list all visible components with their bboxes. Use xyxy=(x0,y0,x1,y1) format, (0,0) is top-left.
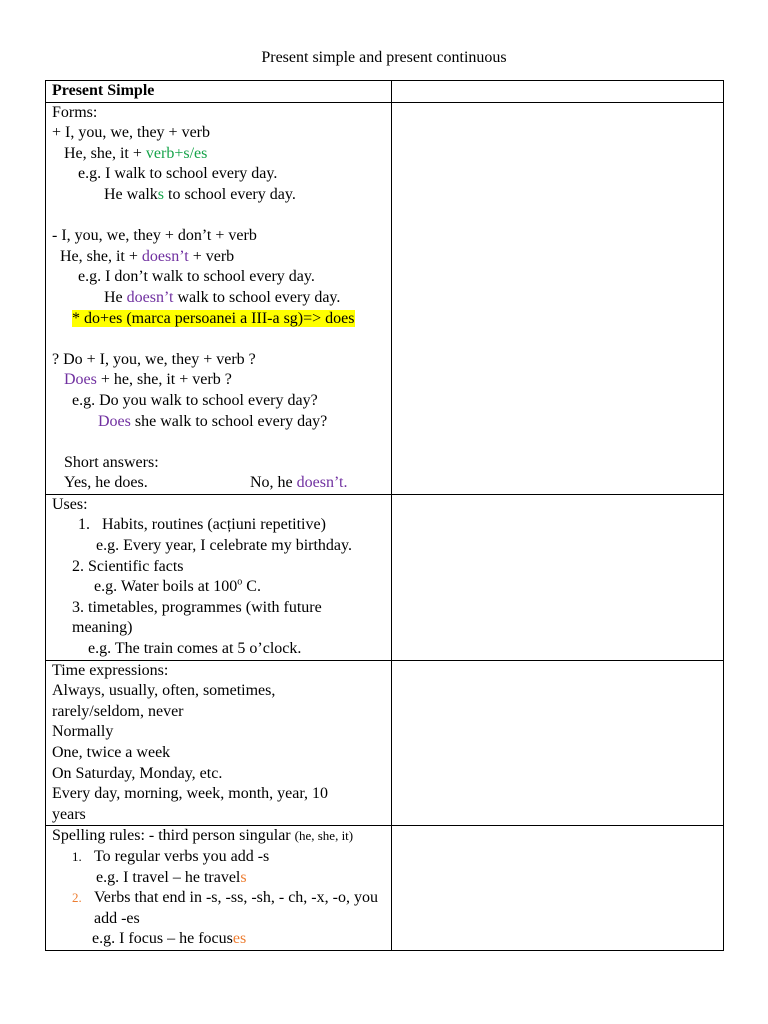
time-expressions-cell xyxy=(46,660,392,826)
header-right-empty xyxy=(392,81,724,103)
document-title: Present simple and present continuous xyxy=(261,49,507,66)
forms-positive-example-2: He walks to school every day. xyxy=(104,185,296,203)
forms-negative-example-1: e.g. I don’t walk to school every day. xyxy=(78,268,315,286)
grammar-table xyxy=(45,80,724,951)
spelling-rule-2: 2. Verbs that end in -s, -ss, -sh, - ch, -x, -o, you add -es xyxy=(72,889,378,927)
forms-cell xyxy=(46,102,392,494)
forms-note: * do+es (marca persoanei a III-a sg)=> does xyxy=(72,309,355,327)
uses-item-1: 1. Habits, routines (acțiuni repetitive) xyxy=(78,516,326,534)
forms-question-example-1: e.g. Do you walk to school every day? xyxy=(72,391,318,409)
forms-row xyxy=(46,102,724,494)
spelling-rule-1: 1. To regular verbs you add -s xyxy=(72,847,270,865)
forms-positive-2: He, she, it + verb+s/es xyxy=(64,144,208,162)
forms-negative-2: He, she, it + doesn’t + verb xyxy=(60,247,235,265)
uses-right-empty xyxy=(392,494,724,660)
time-expressions-line-3: One, twice a week xyxy=(52,744,171,761)
time-expressions-line-5: Every day, morning, week, month, year, 10 years xyxy=(52,785,329,823)
time-expressions-line-4: On Saturday, Monday, etc. xyxy=(52,764,223,782)
short-answers: Yes, he does. No, he doesn’t. xyxy=(64,474,348,492)
forms-positive-1: + I, you, we, they + verb xyxy=(52,124,211,142)
short-answers-label: Short answers: xyxy=(64,453,159,471)
forms-question-1: ? Do + I, you, we, they + verb ? xyxy=(52,350,256,368)
uses-item-2: 2. Scientific facts xyxy=(72,557,184,575)
forms-label: Forms: xyxy=(52,103,98,121)
spelling-cell xyxy=(46,826,392,951)
spelling-rule-1-example: e.g. I travel – he travels xyxy=(96,868,247,886)
time-expressions-label: Time expressions: xyxy=(52,661,169,679)
uses-item-2-example: e.g. Water boils at 100$^o$ C. xyxy=(94,576,261,596)
uses-cell xyxy=(46,494,392,660)
uses-item-3-example: e.g. The train comes at 5 o’clock. xyxy=(88,640,302,658)
forms-question-example-2: Does she walk to school every day? xyxy=(98,412,328,430)
uses-item-1-example: e.g. Every year, I celebrate my birthday. xyxy=(96,537,352,555)
uses-row xyxy=(46,494,724,660)
table-header-row xyxy=(46,81,724,103)
spelling-right-empty xyxy=(392,826,724,951)
forms-negative-1: - I, you, we, they + don’t + verb xyxy=(52,227,257,245)
uses-item-3: 3. timetables, programmes (with future meaning) xyxy=(72,598,322,637)
forms-positive-example-1: e.g. I walk to school every day. xyxy=(78,165,278,183)
time-expressions-line-2: Normally xyxy=(52,723,114,741)
time-expressions-row xyxy=(46,660,724,826)
spelling-label: Spelling rules: - third person singular (he, she, it) xyxy=(52,827,354,845)
spelling-row xyxy=(46,826,724,951)
header-present-simple: Present Simple xyxy=(46,81,392,103)
time-expressions-line-1: Always, usually, often, sometimes, rarely/seldom, never xyxy=(52,682,276,720)
uses-label: Uses: xyxy=(52,495,88,513)
forms-negative-example-2: He doesn’t walk to school every day. xyxy=(104,288,341,306)
spelling-rule-2-example: e.g. I focus – he focuses xyxy=(92,930,247,948)
time-expressions-right-empty xyxy=(392,660,724,826)
forms-right-empty xyxy=(392,102,724,494)
forms-question-2: Does + he, she, it + verb ? xyxy=(64,371,232,389)
